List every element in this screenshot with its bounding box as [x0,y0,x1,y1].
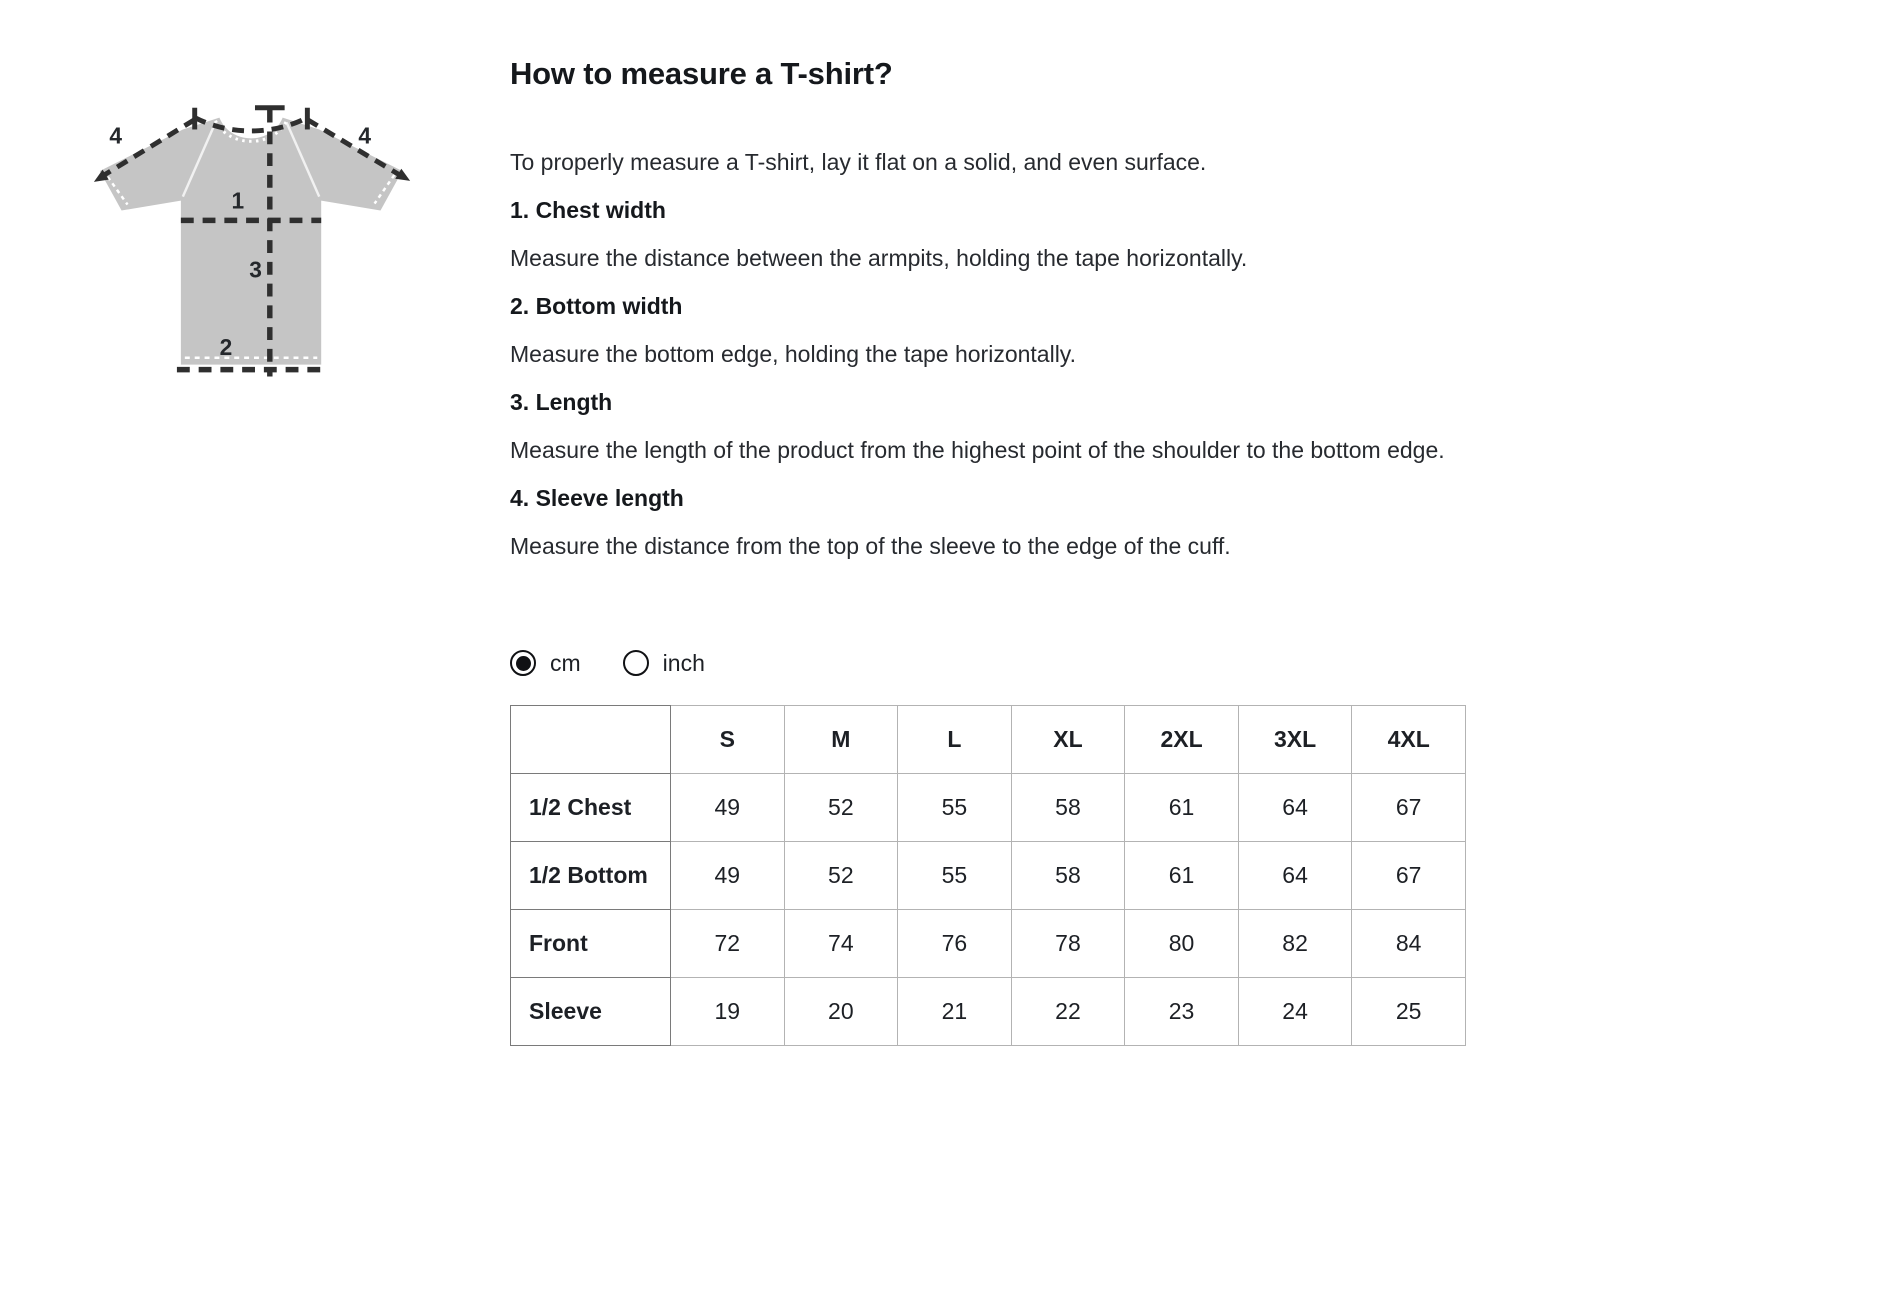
col-header-xl: XL [1011,706,1125,774]
cell-half-chest-m: 52 [784,774,898,842]
measure-guide-content [510,56,1670,1046]
cell-front-3xl: 82 [1238,910,1352,978]
cell-half-chest-4xl: 67 [1352,774,1466,842]
table-row-front [511,910,1466,978]
cell-front-l: 76 [898,910,1012,978]
cell-half-chest-s: 49 [671,774,785,842]
col-header-m: M [784,706,898,774]
tshirt-diagram-svg [86,100,422,406]
section-title-sleeve: 4. Sleeve length [510,485,684,511]
marker-length: 3 [249,256,262,283]
cell-sleeve-l: 21 [898,978,1012,1046]
row-label-half-bottom: 1/2 Bottom [511,842,671,910]
cell-sleeve-s: 19 [671,978,785,1046]
radio-inch-icon[interactable] [623,650,649,676]
table-row-half-chest [511,774,1466,842]
col-header-l: L [898,706,1012,774]
cell-front-4xl: 84 [1352,910,1466,978]
cell-half-chest-xl: 58 [1011,774,1125,842]
cell-half-chest-l: 55 [898,774,1012,842]
unit-label-cm: cm [550,649,581,676]
cell-half-bottom-2xl: 61 [1125,842,1239,910]
table-row-half-bottom [511,842,1466,910]
marker-chest: 1 [231,187,245,214]
unit-option-cm[interactable] [510,650,581,677]
cell-sleeve-4xl: 25 [1352,978,1466,1046]
corner-cell [511,706,671,774]
size-table-header-row [511,706,1466,774]
marker-bottom: 2 [219,333,233,360]
intro-text: To properly measure a T-shirt, lay it flat on a solid, and even surface. [510,149,1207,175]
section-title-chest: 1. Chest width [510,197,666,223]
section-title-bottom: 2. Bottom width [510,293,683,319]
col-header-2xl: 2XL [1125,706,1239,774]
cell-half-chest-2xl: 61 [1125,774,1239,842]
col-header-3xl: 3XL [1238,706,1352,774]
cell-half-bottom-l: 55 [898,842,1012,910]
cell-front-xl: 78 [1011,910,1125,978]
section-body-chest: Measure the distance between the armpits, holding the tape horizontally. [510,245,1248,271]
cell-front-2xl: 80 [1125,910,1239,978]
page-title: How to measure a T-shirt? [510,56,893,91]
tshirt-shape [100,118,402,365]
cell-front-m: 74 [784,910,898,978]
cell-half-bottom-m: 52 [784,842,898,910]
tshirt-diagram [86,100,422,406]
unit-toggle [510,649,1670,677]
row-label-sleeve: Sleeve [511,978,671,1046]
row-label-half-chest: 1/2 Chest [511,774,671,842]
cell-half-bottom-4xl: 67 [1352,842,1466,910]
cell-sleeve-2xl: 23 [1125,978,1239,1046]
cell-sleeve-m: 20 [784,978,898,1046]
cell-sleeve-3xl: 24 [1238,978,1352,1046]
size-table [510,705,1466,1046]
cell-half-chest-3xl: 64 [1238,774,1352,842]
cell-half-bottom-xl: 58 [1011,842,1125,910]
marker-sleeve-left: 4 [109,122,122,149]
cell-front-s: 72 [671,910,785,978]
section-title-length: 3. Length [510,389,613,415]
row-label-front: Front [511,910,671,978]
cell-half-bottom-3xl: 64 [1238,842,1352,910]
unit-label-inch: inch [662,649,705,676]
cell-half-bottom-s: 49 [671,842,785,910]
cell-sleeve-xl: 22 [1011,978,1125,1046]
table-row-sleeve [511,978,1466,1046]
section-body-sleeve: Measure the distance from the top of the sleeve to the edge of the cuff. [510,533,1231,559]
radio-cm-icon[interactable] [510,650,536,676]
unit-option-inch[interactable] [623,650,705,677]
marker-sleeve-right: 4 [358,122,372,149]
col-header-s: S [671,706,785,774]
col-header-4xl: 4XL [1352,706,1466,774]
section-body-length: Measure the length of the product from the highest point of the shoulder to the bottom edge. [510,437,1445,463]
section-body-bottom: Measure the bottom edge, holding the tape horizontally. [510,341,1076,367]
